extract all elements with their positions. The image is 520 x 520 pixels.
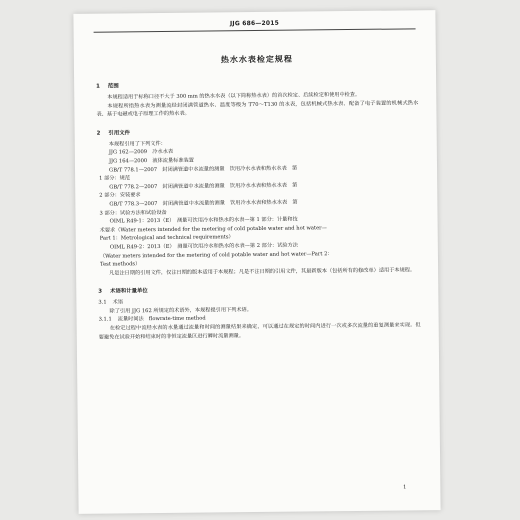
reference-line: 2 部分：安装要求	[99, 192, 141, 199]
subsection-title: 术语	[112, 299, 124, 306]
section-1-heading	[96, 78, 418, 89]
document-title: 热水水表检定规程	[220, 54, 293, 65]
section-2-note: 凡是注日期的引用文件，仅注日期的版本适用于本规程；凡是不注日期的引用文件，其最新版本（包括所有的修改单）适用于本规程。	[109, 267, 416, 277]
document-page	[73, 10, 440, 514]
section-3-heading	[98, 284, 420, 295]
reference-line: 术要求（Water meters intended for the metering of cold potable water and hot water—	[99, 224, 327, 234]
page-number: 1	[403, 484, 407, 491]
subsection-3-1-1-text: 在检定过程中流经水表的水量通过流量和时间的测量结果来确定，可以通过在规定的时间内进行一次或多次流量的重复测量来实现。但要避免在试验开始和结束时的非恒定流量区进行瞬时流量测量。	[98, 322, 421, 341]
reference-line: JJG 164—2000 液体流量标准装置	[108, 157, 194, 165]
reference-line: （Water meters intended for the metering of cold potable water and hot water—Part 2：	[99, 250, 333, 260]
subsection-number: 3.1	[98, 299, 107, 306]
header-rule	[94, 28, 416, 32]
reference-line: OIML R49-1：2013（E） 测量可饮用冷水和热水的水表—第 1 部分：计量和技	[109, 216, 298, 225]
reference-line: GB/T 778.2—2007 封闭满管道中水流量的测量 饮用冷水水表和热水水表 第	[109, 182, 298, 191]
section-title: 范围	[107, 83, 119, 90]
subsection-3-1-text: 除了引用 JJG 162 所规定的术语外，本规程提引用下列术语。	[109, 306, 253, 315]
reference-line: OIML R49-2：2013（E） 测量可饮用冷水和热水的水表—第 2 部分：试验方法	[109, 242, 299, 251]
header-standard-code: JJG 686—2015	[229, 19, 280, 28]
reference-line: JJG 162—2009 冷水水表	[108, 149, 174, 156]
section-number: 2	[96, 130, 101, 137]
subsection-title: 流量时间法 flowrate-time method	[117, 316, 206, 323]
reference-line: Part 1：Metrological and technical requirements）	[99, 234, 234, 242]
section-2-intro: 本规程引用了下列文件：	[108, 140, 166, 148]
section-1-paragraph-1: 本规程适用于标称口径不大于 300 mm 的热水水表（以下简称热水表）的首次检定、后续检定和使用中检查。	[107, 91, 361, 101]
reference-line: GB/T 778.3—2007 封闭满管道中水流量的测量 饮用冷水水表和热水水表 第	[109, 199, 298, 208]
page-content	[96, 52, 421, 342]
subsection-number: 3.1.1	[98, 316, 112, 324]
section-title: 术语和计量单位	[110, 288, 148, 295]
section-number: 1	[96, 83, 100, 90]
section-title: 引用文件	[108, 130, 131, 137]
reference-line: 3 部分：试验方法和试验设备	[99, 209, 167, 217]
reference-line: 1 部分：规范	[99, 175, 131, 182]
reference-line: GB/T 778.1—2007 封闭满管道中水流量的测量 饮用冷水水表和热水水表 第	[108, 165, 298, 174]
section-number: 3	[98, 288, 103, 295]
reference-line: Test methods）	[99, 261, 141, 268]
section-1-paragraph-2: 本规程所指热水表为测量流经封闭满管道热水、温度等级为 T70～T130 的水表，包括机械式热水表、配备了电子装置的机械式热水表、基于电磁或电子原理工作的热水表。	[96, 99, 419, 118]
section-2-heading	[97, 125, 419, 136]
